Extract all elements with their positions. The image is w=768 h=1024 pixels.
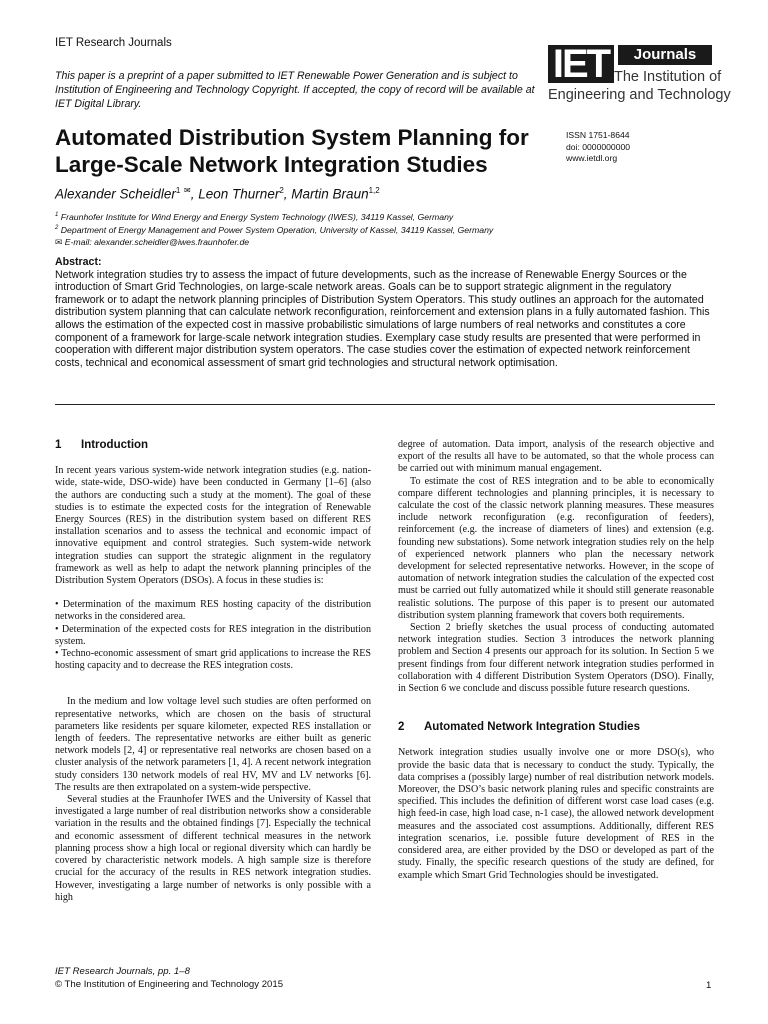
paper-meta (566, 130, 630, 165)
website-link[interactable]: www.ietdl.org (566, 153, 618, 163)
intro-paragraph-4: To estimate the cost of RES integration and to be able to economically compare different technologies and planning principles, it is necessary to calculate the cost of the classic network planning measures. These measures include network reconfiguration (e.g. reconfiguration of feeders), reinforcement (e.g. the increase of diameters of lines) and extension (e.g. founding new substations). Some network integration studies rely on the help of experienced network planners who plan the necessary network development for selected representative networks. However, in the scope of automation of network integration studies the calculation of the expected cost must be carried out fully automatized while it should still generate reasonable realistic solutions. The purpose of this paper is to present our automated distribution system planning framework that covers both requirements. (398, 475, 714, 621)
iet-logo-line2: Engineering and Technology (548, 87, 731, 103)
intro-paragraph-3-cont: degree of automation. Data import, analysis of the research objective and export of the results all have to be automated, so that the whole process can be carried out with minimum manual engagement. (398, 439, 714, 475)
affiliation-1: $^1$ Fraunhofer Institute for Wind Energy and Energy System Technology (IWES), 34119 Kassel, Germany (55, 211, 454, 222)
footer-copyright: © The Institution of Engineering and Technology 2015 (55, 978, 284, 990)
author-3: Martin Braun (291, 186, 369, 202)
right-column (398, 439, 714, 882)
intro-paragraph-2: In the medium and low voltage level such studies are often performed on representative networks, which are chosen on the basis of structural parameters like residents per square kilometer, expected RES installation or length of feeders. The representative networks are either built as generic network models [2, 4] or representative real networks are chosen based on a cluster analysis of the network parameters [1, 4]. A recent network integration study considers 130 network models of real HV, MV and LV networks [6]. The results are then extrapolated on a system-wide perspective. (55, 696, 371, 793)
section-2-paragraph-1: Network integration studies usually involve one or more DSO(s), who provide the basic data that is necessary to conduct the study. Typically, the data comprises a (possibly large) number of real distribution network models. Moreover, the DSO’s basic network planing rules and specific constraints are specified. This includes the definition of different worst case load cases (e.g. high feed-in case, high load case, n-1 case), the allowed network development measures and the associated cost assumptions. Additionally, different RES integration scenarios, i.e. possible future development of RES in the considered area, are either provided by the DSO or developed as part of the study. Finally, the specific research questions of the study are defined, for example which Smart Grid Technologies should be investigated. (398, 747, 714, 881)
author-1-affil: 1 (175, 186, 181, 195)
paper-title: Automated Distribution System Planning for Large-Scale Network Integration Studies (55, 125, 529, 177)
abstract-text: Network integration studies try to assess the impact of future developments, such as the increase of Renewable Energy Sources or the introduction of Smart Grid Technologies, on large-scale network areas. Goals can be to support strategic alignment in the regulatory framework or to adapt the network planning principles of Distribution System Operators. This study outlines an approach for the automated distribution system planning that can calculate network reconfiguration, reinforcement and extension plans in a fully automated fashion. This allows the estimation of the expected cost in massive probabilistic simulations of large numbers of real networks and constitutes a core component of a framework for large-scale network integration studies. Exemplary case study results are presented that were performed in cooperation with different major distribution system operators. The case studies cover the estimation of expected network reinforcement costs, technical and economical assessment of smart grid technologies and structural network optimisation. (55, 268, 710, 369)
email-address[interactable]: E-mail: alexander.scheidler@iwes.fraunhofer.de (64, 236, 250, 247)
doi: doi: 0000000000 (566, 141, 631, 152)
intro-paragraph-1: In recent years various system-wide network integration studies (e.g. nation-wide, state-wide, DSO-wide) have been conducted in Germany [1–6] (also the authors are conducting such a study at the moment). The goal of these studies is to estimate the expected costs for the integration of Renewable Energy Sources (RES) in the distribution system based on different RES installation scenarios and to assess the technical and economic impact of innovative equipment and control strategies. Such system-wide network integration studies can support the strategic alignment in the regulatory framework as well as help to adapt the network planning principles of the Distribution System Operators (DSOs). A focus in these studies is: (55, 465, 371, 587)
header-divider (55, 404, 715, 405)
intro-paragraph-5: Section 2 briefly sketches the usual process of conducting automated network integration studies. Section 3 introduces the network planning problem and Section 4 presents our approach for its solution. In Section 5 we present findings from four different network integration studies performed in collaboration with 4 different Distribution System Operators (DSO). Finally, in Section 6 we conclude and discuss possible future research questions. (398, 622, 714, 695)
corresponding-mail-icon: ✉ (184, 186, 191, 195)
page-number: 1 (706, 980, 712, 991)
author-3-affil: 1,2 (368, 186, 380, 195)
bullet-item: • Determination of the maximum RES hosting capacity of the distribution networks in the considered area. (55, 599, 371, 623)
affiliations (55, 210, 493, 248)
author-1: Alexander Scheidler (55, 186, 176, 202)
bullet-item: • Techno-economic assessment of smart grid applications to increase the RES hosting capacity and to decrease the RES integration costs. (55, 648, 371, 672)
abstract (55, 256, 715, 369)
iet-logo (548, 42, 731, 105)
mail-icon: ✉ (55, 236, 63, 247)
intro-bullet-list (55, 599, 371, 672)
issn: ISSN 1751-8644 (566, 130, 630, 140)
iet-logo-mark: IET (548, 45, 614, 83)
iet-logo-journals: Journals (618, 45, 712, 65)
iet-logo-line1: The Institution of (614, 69, 722, 85)
footer-journal: IET Research Journals, pp. 1–8 (55, 966, 190, 977)
author-2-affil: 2 (279, 186, 284, 195)
email-line (55, 237, 493, 249)
intro-paragraph-3: Several studies at the Fraunhofer IWES and the University of Kassel that investigated a large number of real distribution networks show a considerable variation in the results and the obtained findings [7]. Especially the technical and economic assessment of different technical measures in the network planning process show a high local or regional diversity which can hardly be covered by characteristic network models. A high sample size is therefore crucial for the accuracy of the results in RES network integration studies. However, investigating a large number of networks is only possible with a high (55, 794, 371, 903)
section-1-heading: 1 Introduction (55, 439, 149, 451)
affiliation-2: $^2$ Department of Energy Management and Power System Operation, University of Kassel, 34119 Kassel, Germany (55, 225, 494, 236)
left-column (55, 439, 371, 904)
preprint-notice: This paper is a preprint of a paper submitted to IET Renewable Power Generation and is subject to Institution of Engineering and Technology Copyright. If accepted, the copy of record will be available at IET Digital Library. (55, 70, 535, 110)
journal-label: IET Research Journals (55, 37, 172, 49)
bullet-item: • Determination of the expected costs for RES integration in the distribution system. (55, 623, 371, 647)
section-2-heading: 2 Automated Network Integration Studies (398, 721, 640, 734)
author-2: Leon Thurner (198, 186, 280, 202)
footer (55, 966, 283, 991)
abstract-heading: Abstract: (55, 256, 102, 268)
author-list: Alexander Scheidler$^1$ ✉, Leon Thurner$^2$, Martin Braun$^{1,2}$ (55, 186, 380, 202)
